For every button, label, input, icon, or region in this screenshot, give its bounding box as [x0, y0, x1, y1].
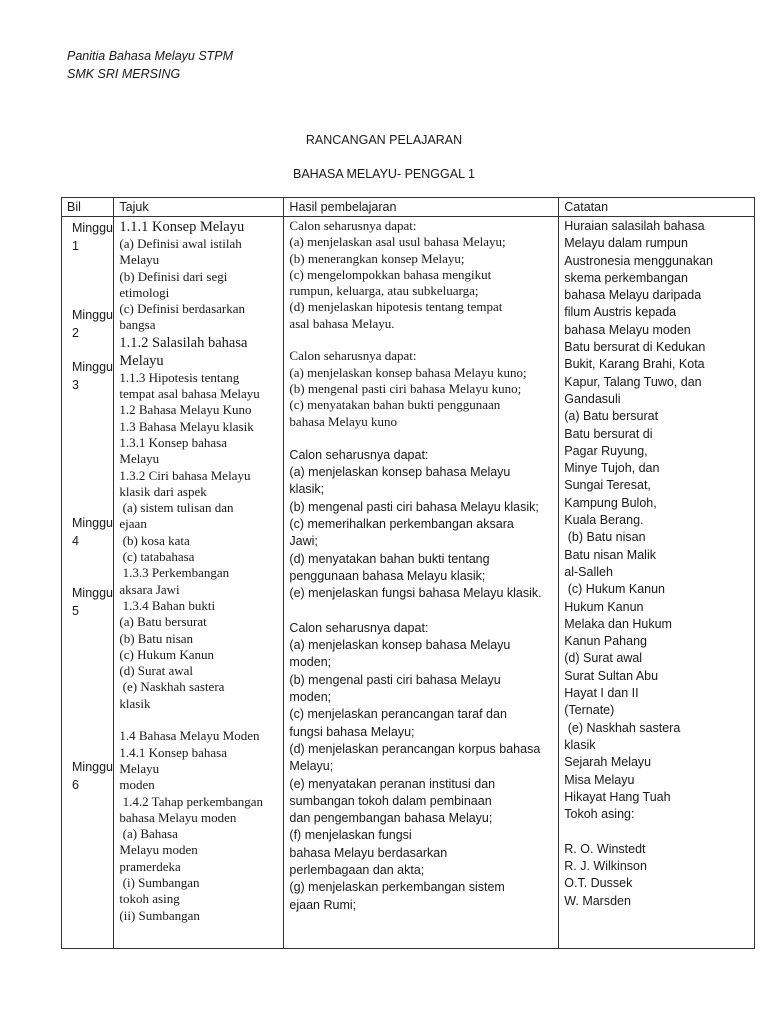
text-line: 1.4.1 Konsep bahasa	[119, 744, 227, 760]
text-line: 1.1.3 Hipotesis tentang	[119, 369, 240, 385]
text-line: (b) Definisi dari segi	[119, 268, 228, 284]
text-line: bahasa Melayu berdasarkan	[289, 845, 448, 860]
text-line: ejaan Rumi;	[289, 897, 357, 912]
text-line: moden;	[289, 655, 332, 670]
text-line: Melaka dan Hukum	[564, 616, 672, 631]
text-line: (c) menyatakan bahan bukti penggunaan	[289, 397, 501, 413]
text-line: (d) menjelaskan perancangan korpus bahasa	[289, 741, 541, 756]
hasil-list-b	[289, 447, 553, 914]
text-line: (a) Bahasa	[119, 826, 178, 842]
text-line: (d) menyatakan bahan bukti tentang	[289, 551, 490, 566]
text-line: 1.3.3 Perkembangan	[119, 565, 230, 581]
text-line: (a) Definisi awal istilah	[119, 236, 242, 251]
text-line: Huraian salasilah bahasa	[564, 219, 705, 233]
header-tajuk: Tajuk	[114, 198, 284, 217]
text-line: (a) menjelaskan konsep bahasa Melayu	[289, 638, 511, 653]
text-line: Austronesia menggunakan	[564, 253, 713, 268]
text-line: penggunaan bahasa Melayu klasik;	[289, 568, 486, 583]
text-line: 1.4 Bahasa Melayu Moden	[119, 728, 260, 744]
text-line: (e) menyatakan peranan institusi dan	[289, 776, 496, 791]
text-line: Batu bersurat di Kedukan	[564, 340, 706, 355]
text-line: tokoh asing	[119, 891, 180, 907]
text-line: (d) menjelaskan hipotesis tentang tempat	[289, 299, 503, 315]
text-line: al-Salleh	[564, 564, 613, 579]
tajuk-cell	[114, 217, 284, 949]
org-line-1: Panitia Bahasa Melayu STPM	[67, 49, 234, 63]
text-line: Calon seharusnya dapat:	[289, 447, 429, 462]
tajuk-list	[119, 218, 278, 924]
catatan-cell	[559, 217, 755, 949]
text-line: Kanun Pahang	[564, 634, 647, 649]
text-line: (b) mengenal pasti ciri bahasa Melayu klasik;	[289, 499, 539, 514]
text-line: Calon seharusnya dapat:	[289, 218, 417, 233]
text-line	[564, 823, 749, 840]
text-line: Surat Sultan Abu	[564, 668, 659, 683]
text-line: moden;	[289, 690, 332, 705]
week-label: Minggu 1	[72, 221, 113, 253]
text-line: bahasa Melayu moden	[119, 809, 237, 825]
text-line: Kuala Berang.	[564, 513, 644, 528]
week-label: Minggu 5	[72, 586, 113, 618]
text-line: sumbangan tokoh dalam pembinaan	[289, 793, 492, 808]
text-line: (a) Batu bersurat	[564, 409, 659, 424]
text-line: (a) sistem tulisan dan	[119, 500, 234, 516]
text-line: Hikayat Hang Tuah	[564, 789, 671, 804]
text-line: Melayu moden	[119, 842, 198, 858]
week-label: Minggu 2	[72, 308, 113, 340]
text-line	[289, 332, 553, 348]
catatan-list	[564, 218, 749, 910]
text-line: klasik	[564, 737, 596, 752]
text-line: perlembagaan dan akta;	[289, 862, 425, 877]
text-line: 1.2 Bahasa Melayu Kuno	[119, 402, 252, 418]
text-line: bahasa Melayu moden	[564, 322, 691, 337]
text-line: 1.3.1 Konsep bahasa	[119, 434, 227, 450]
table-row	[62, 217, 755, 949]
header-bil: Bil	[62, 198, 114, 217]
text-line: bahasa Melayu daripada	[564, 288, 702, 303]
text-line: (a) Batu bersurat	[119, 614, 207, 630]
text-line: (d) Surat awal	[119, 663, 194, 679]
text-line: 1.3.4 Bahan bukti	[119, 597, 216, 613]
text-line: Minye Tujoh, dan	[564, 461, 660, 476]
text-line: Misa Melayu	[564, 772, 635, 787]
text-line: (d) Surat awal	[564, 651, 643, 666]
hasil-list-a	[289, 218, 553, 430]
text-line: O.T. Dussek	[564, 876, 633, 891]
text-line: (c) mengelompokkan bahasa mengikut	[289, 266, 492, 282]
text-line: Tokoh asing:	[564, 807, 635, 822]
text-line: 1.3 Bahasa Melayu klasik	[119, 418, 254, 434]
text-line: (f) menjelaskan fungsi	[289, 828, 412, 843]
text-line: (b) mengenal pasti ciri bahasa Melayu kuno;	[289, 380, 522, 396]
text-line: (c) menjelaskan perancangan taraf dan	[289, 707, 507, 722]
text-line: Batu bersurat di	[564, 426, 653, 441]
text-line: Kampung Buloh,	[564, 495, 657, 510]
text-line: fungsi bahasa Melayu;	[289, 724, 415, 739]
text-line: Melayu dalam rumpun	[564, 236, 688, 251]
text-line: asal bahasa Melayu.	[289, 315, 395, 331]
text-line: (e) Naskhah sastera	[119, 679, 225, 695]
text-line: moden	[119, 777, 155, 793]
text-line: aksara Jawi	[119, 581, 180, 597]
text-line	[119, 712, 278, 728]
header-catatan: Catatan	[559, 198, 755, 217]
text-line: (e) menjelaskan fungsi bahasa Melayu klasik.	[289, 586, 542, 601]
text-line: skema perkembangan	[564, 270, 688, 285]
text-line: klasik;	[289, 482, 325, 497]
text-line: (g) menjelaskan perkembangan sistem	[289, 880, 505, 895]
text-line: (b) Batu nisan	[564, 530, 646, 545]
header-org	[67, 47, 233, 83]
text-line: bahasa Melayu kuno	[289, 413, 398, 429]
bil-cell	[62, 217, 114, 949]
text-line: W. Marsden	[564, 893, 631, 908]
text-line: (c) memerihalkan perkembangan aksara	[289, 517, 514, 532]
week-label: Minggu 6	[72, 760, 113, 792]
text-line: Melayu	[119, 760, 160, 776]
text-line: (b) Batu nisan	[119, 630, 194, 646]
text-line: rumpun, keluarga, atau subkeluarga;	[289, 283, 479, 299]
text-line	[289, 603, 553, 620]
text-line: (c) Definisi berdasarkan	[119, 301, 245, 317]
text-line: 1.4.2 Tahap perkembangan	[119, 793, 263, 809]
text-line: (e) Naskhah sastera	[564, 720, 681, 735]
text-line: etimologi	[119, 284, 170, 300]
hasil-cell	[284, 217, 559, 949]
text-line: Gandasuli	[564, 391, 621, 406]
text-line: Melayu	[119, 252, 160, 268]
text-line: pramerdeka	[119, 858, 181, 874]
text-line: klasik	[119, 695, 151, 711]
text-line: (Ternate)	[564, 703, 615, 718]
text-line: ejaan	[119, 516, 147, 532]
text-line: (a) menjelaskan konsep bahasa Melayu kuno;	[289, 364, 527, 380]
text-line: (b) kosa kata	[119, 532, 190, 548]
document-subtitle: BAHASA MELAYU- PENGGAL 1	[292, 167, 475, 181]
text-line: Sungai Teresat,	[564, 478, 651, 493]
text-line: Kapur, Talang Tuwo, dan	[564, 374, 702, 389]
text-line: (c) tatabahasa	[119, 549, 195, 565]
text-line: (c) Hukum Kanun	[119, 646, 214, 662]
text-line: Sejarah Melayu	[564, 755, 652, 770]
text-line: 1.3.2 Ciri bahasa Melayu	[119, 467, 251, 483]
text-line: (a) menjelaskan konsep bahasa Melayu	[289, 465, 511, 480]
text-line: (b) menerangkan konsep Melayu;	[289, 250, 465, 266]
text-line: (b) mengenal pasti ciri bahasa Melayu	[289, 672, 501, 687]
text-line: tempat asal bahasa Melayu	[119, 386, 260, 402]
text-line: klasik dari aspek	[119, 483, 207, 499]
text-line: Bukit, Karang Brahi, Kota	[564, 357, 705, 372]
text-line: bangsa	[119, 317, 156, 333]
text-line: Hukum Kanun	[564, 599, 644, 614]
text-line: (c) Hukum Kanun	[564, 582, 666, 597]
header-hasil: Hasil pembelajaran	[284, 198, 559, 217]
text-line: Melayu;	[289, 759, 334, 774]
week-label: Minggu 4	[72, 516, 113, 548]
org-line-2: SMK SRI MERSING	[67, 67, 181, 81]
text-line: Calon seharusnya dapat:	[289, 348, 417, 364]
text-line: Hayat I dan II	[564, 686, 639, 701]
text-line: Melayu	[119, 451, 160, 467]
text-line: Pagar Ruyung,	[564, 443, 648, 458]
table-header-row	[62, 198, 755, 217]
lesson-plan-table	[61, 197, 755, 949]
text-line: R. O. Winstedt	[564, 841, 646, 856]
document-title: RANCANGAN PELAJARAN	[305, 133, 463, 147]
text-line: (ii) Sumbangan	[119, 907, 200, 923]
text-line: (a) menjelaskan asal usul bahasa Melayu;	[289, 234, 506, 250]
text-line: filum Austris kepada	[564, 305, 677, 320]
text-line: R. J. Wilkinson	[564, 858, 647, 873]
text-line: Jawi;	[289, 534, 318, 549]
text-line: 1.1.2 Salasilah bahasa	[119, 334, 248, 351]
text-line: Calon seharusnya dapat:	[289, 620, 429, 635]
text-line: dan pengembangan bahasa Melayu;	[289, 811, 493, 826]
text-line: Melayu	[119, 352, 164, 369]
text-line: (i) Sumbangan	[119, 874, 200, 890]
week-label: Minggu 3	[72, 360, 113, 392]
text-line: Batu nisan Malik	[564, 547, 656, 562]
text-line: 1.1.1 Konsep Melayu	[119, 219, 245, 235]
